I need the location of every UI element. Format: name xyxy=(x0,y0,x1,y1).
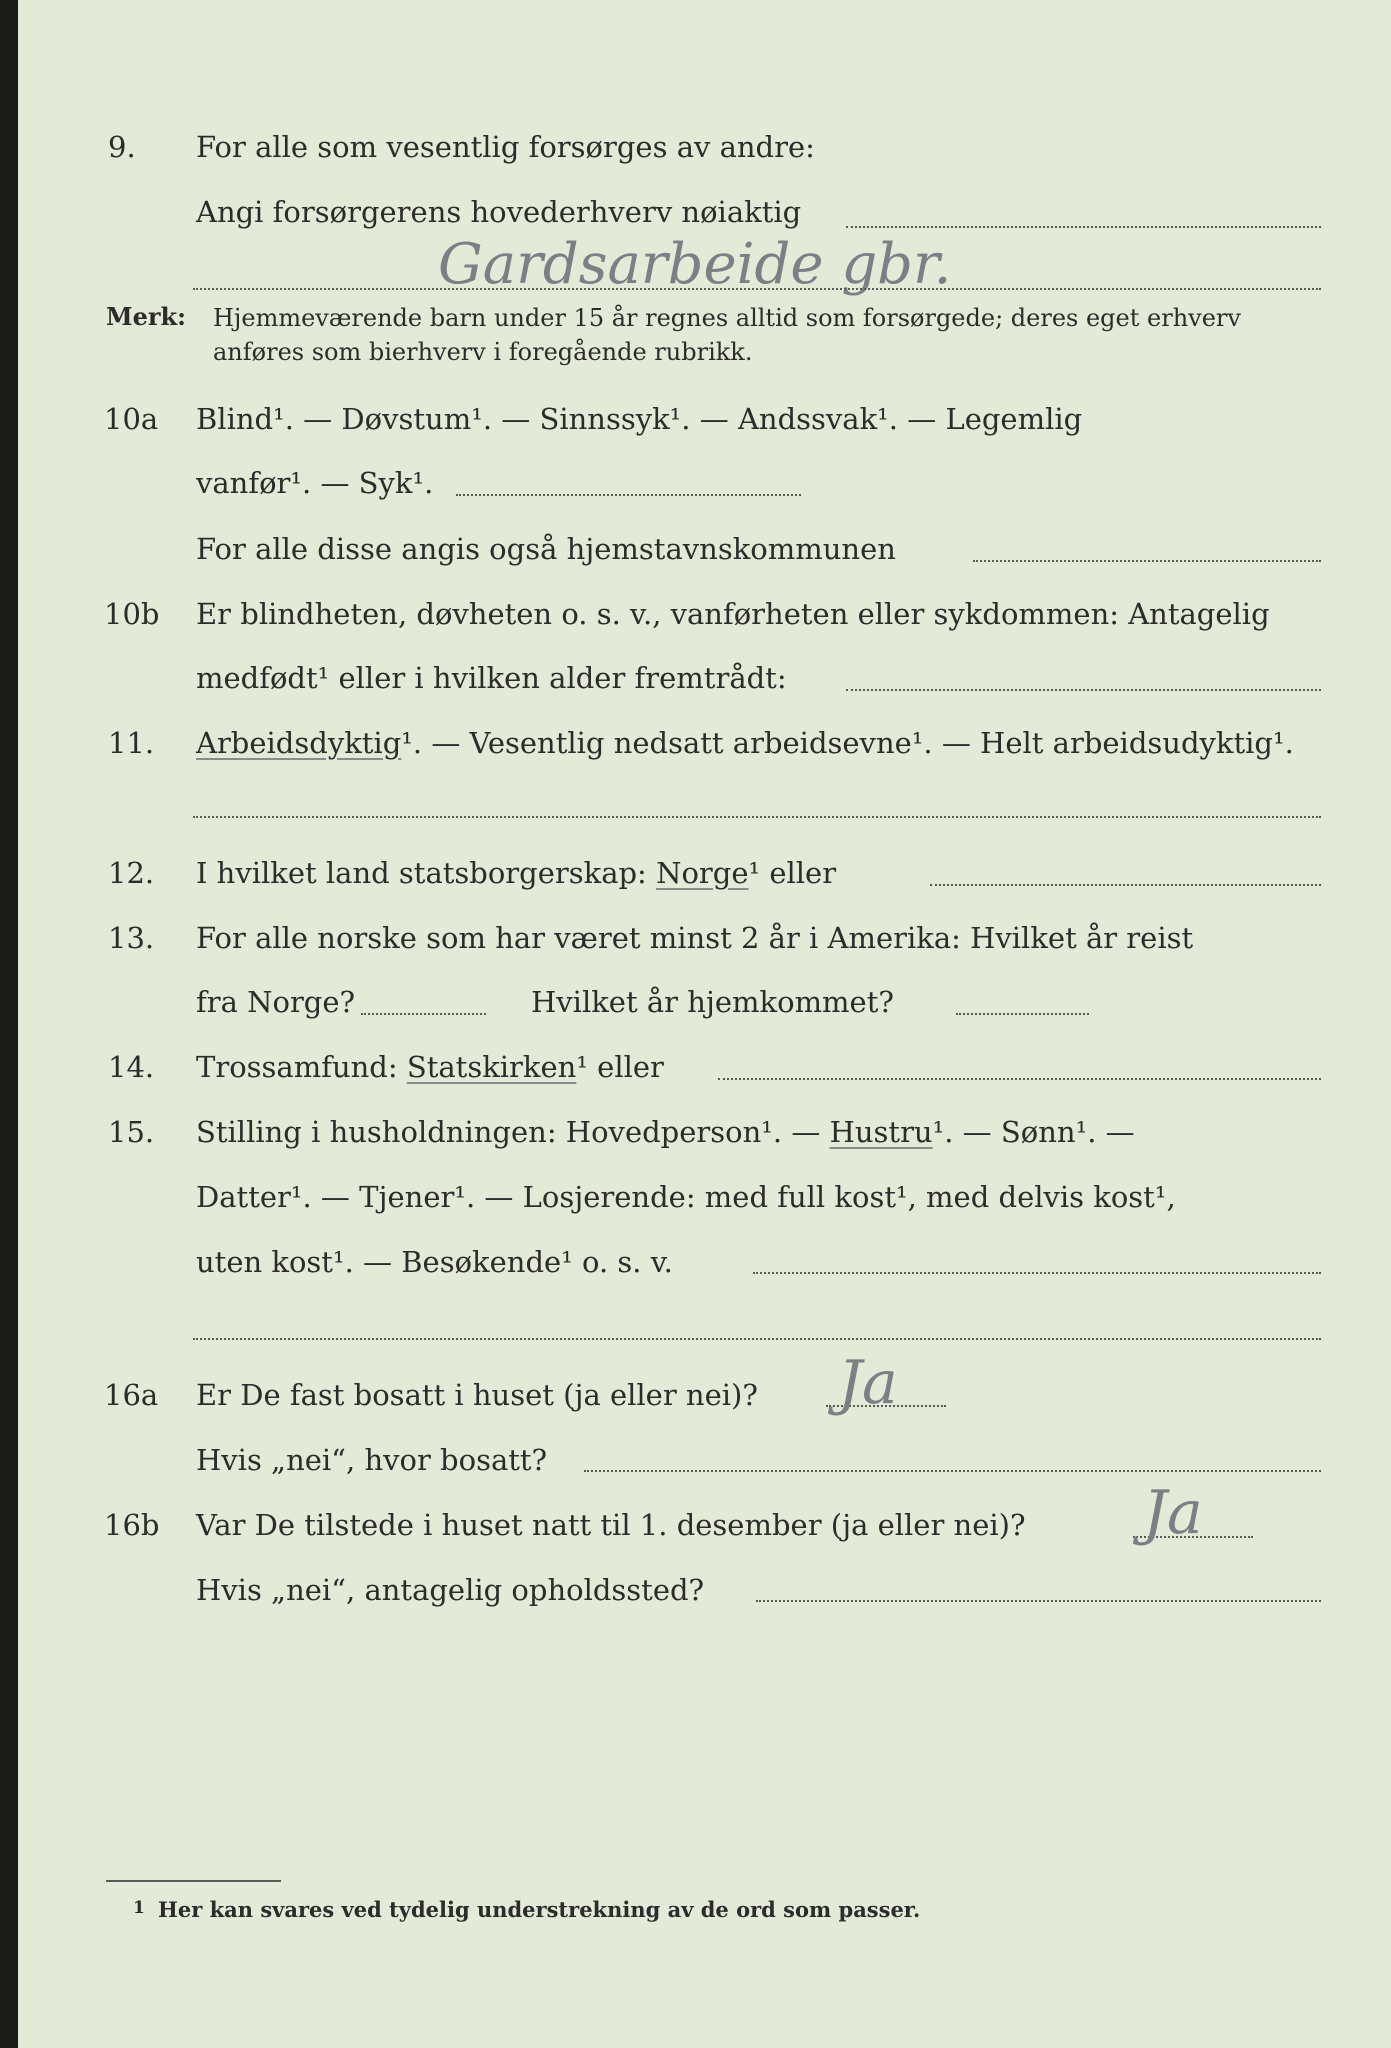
q16a-bosatt-fill xyxy=(584,1470,1321,1472)
q16b-handwritten-answer: Ja xyxy=(1143,1478,1203,1548)
q15-underlined-option: Hustru xyxy=(829,1115,933,1149)
q9-number: 9. xyxy=(108,130,136,164)
q10a-syk-fill xyxy=(456,494,801,496)
q16b-number: 16b xyxy=(104,1508,160,1542)
q14-fill xyxy=(718,1078,1321,1080)
q15-line1a: Stilling i husholdningen: Hovedperson¹. — xyxy=(196,1115,821,1149)
q10b-line1: Er blindheten, døvheten o. s. v., vanførheten eller sykdommen: Antagelig xyxy=(196,597,1270,631)
q13-line1: For alle norske som har været minst 2 år i Amerika: Hvilket år reist xyxy=(196,921,1194,955)
q13-hjemkommet-fill xyxy=(956,1013,1089,1015)
q9-answer-line xyxy=(193,288,1321,290)
q9-fill-line xyxy=(846,226,1321,228)
census-form-page xyxy=(18,0,1391,2048)
footnote-rule xyxy=(106,1880,281,1882)
q10a-line2: vanfør¹. — Syk¹. xyxy=(196,466,434,500)
q10b-number: 10b xyxy=(104,597,160,631)
q16b-line1: Var De tilstede i huset natt til 1. desember (ja eller nei)? xyxy=(196,1508,1026,1542)
q11-underlined-option: Arbeidsdyktig xyxy=(196,726,402,760)
q14-underlined-option: Statskirken xyxy=(406,1050,577,1084)
q12-number: 12. xyxy=(108,856,155,890)
merk-label: Merk: xyxy=(106,302,186,331)
q12-pre: I hvilket land statsborgerskap: xyxy=(196,856,647,890)
footnote-mark: 1 xyxy=(133,1898,145,1918)
q9-line2: Angi forsørgerens hovederhverv nøiaktig xyxy=(196,195,802,229)
q14-line xyxy=(196,1050,664,1084)
q11-number: 11. xyxy=(108,726,155,760)
q12-line xyxy=(196,856,836,890)
q12-underlined-option: Norge xyxy=(656,856,749,890)
q16a-line1: Er De fast bosatt i huset (ja eller nei)? xyxy=(196,1378,758,1412)
q11-rest: ¹. — Vesentlig nedsatt arbeidsevne¹. — Helt arbeidsudyktig¹. xyxy=(401,726,1294,760)
q15-line2: Datter¹. — Tjener¹. — Losjerende: med full kost¹, med delvis kost¹, xyxy=(196,1180,1176,1214)
q15-number: 15. xyxy=(108,1115,155,1149)
q14-number: 14. xyxy=(108,1050,155,1084)
q15-answer-line xyxy=(193,1338,1321,1340)
q12-post: ¹ eller xyxy=(748,856,837,890)
q14-post: ¹ eller xyxy=(576,1050,664,1084)
q15-line1c: ¹. — Sønn¹. — xyxy=(932,1115,1135,1149)
q13-line2b: Hvilket år hjemkommet? xyxy=(531,985,894,1019)
merk-line1: Hjemmeværende barn under 15 år regnes alltid som forsørgede; deres eget erhverv xyxy=(213,304,1241,332)
q16b-line2: Hvis „nei“, antagelig opholdssted? xyxy=(196,1573,705,1607)
q11-line xyxy=(196,726,1294,760)
q15-fill xyxy=(753,1272,1321,1274)
footnote-text: Her kan svares ved tydelig understrekning av de ord som passer. xyxy=(158,1897,921,1922)
q13-line2a: fra Norge? xyxy=(196,985,356,1019)
merk-line2: anføres som bierhverv i foregående rubrikk. xyxy=(213,338,753,366)
q16a-number: 16a xyxy=(104,1378,159,1412)
q10a-line3: For alle disse angis også hjemstavnskommunen xyxy=(196,532,896,566)
q14-pre: Trossamfund: xyxy=(196,1050,398,1084)
q10a-hjemstavn-fill xyxy=(973,560,1321,562)
q9-line1: For alle som vesentlig forsørges av andre: xyxy=(196,130,815,164)
q10a-line1: Blind¹. — Døvstum¹. — Sinnssyk¹. — Andssvak¹. — Legemlig xyxy=(196,402,1083,436)
q11-answer-line xyxy=(193,816,1321,818)
q12-fill xyxy=(930,884,1321,886)
q10b-fill xyxy=(846,689,1321,691)
q9-handwritten-answer: Gardsarbeide gbr. xyxy=(438,232,952,297)
q16a-line2: Hvis „nei“, hvor bosatt? xyxy=(196,1443,548,1477)
q15-line3: uten kost¹. — Besøkende¹ o. s. v. xyxy=(196,1245,673,1279)
q13-reist-fill xyxy=(361,1013,486,1015)
q16b-opholdssted-fill xyxy=(756,1600,1321,1602)
q13-number: 13. xyxy=(108,921,155,955)
q15-line1 xyxy=(196,1115,1135,1149)
q10b-line2: medfødt¹ eller i hvilken alder fremtrådt: xyxy=(196,661,787,695)
q10a-number: 10a xyxy=(104,402,159,436)
q16a-handwritten-answer: Ja xyxy=(838,1348,898,1418)
